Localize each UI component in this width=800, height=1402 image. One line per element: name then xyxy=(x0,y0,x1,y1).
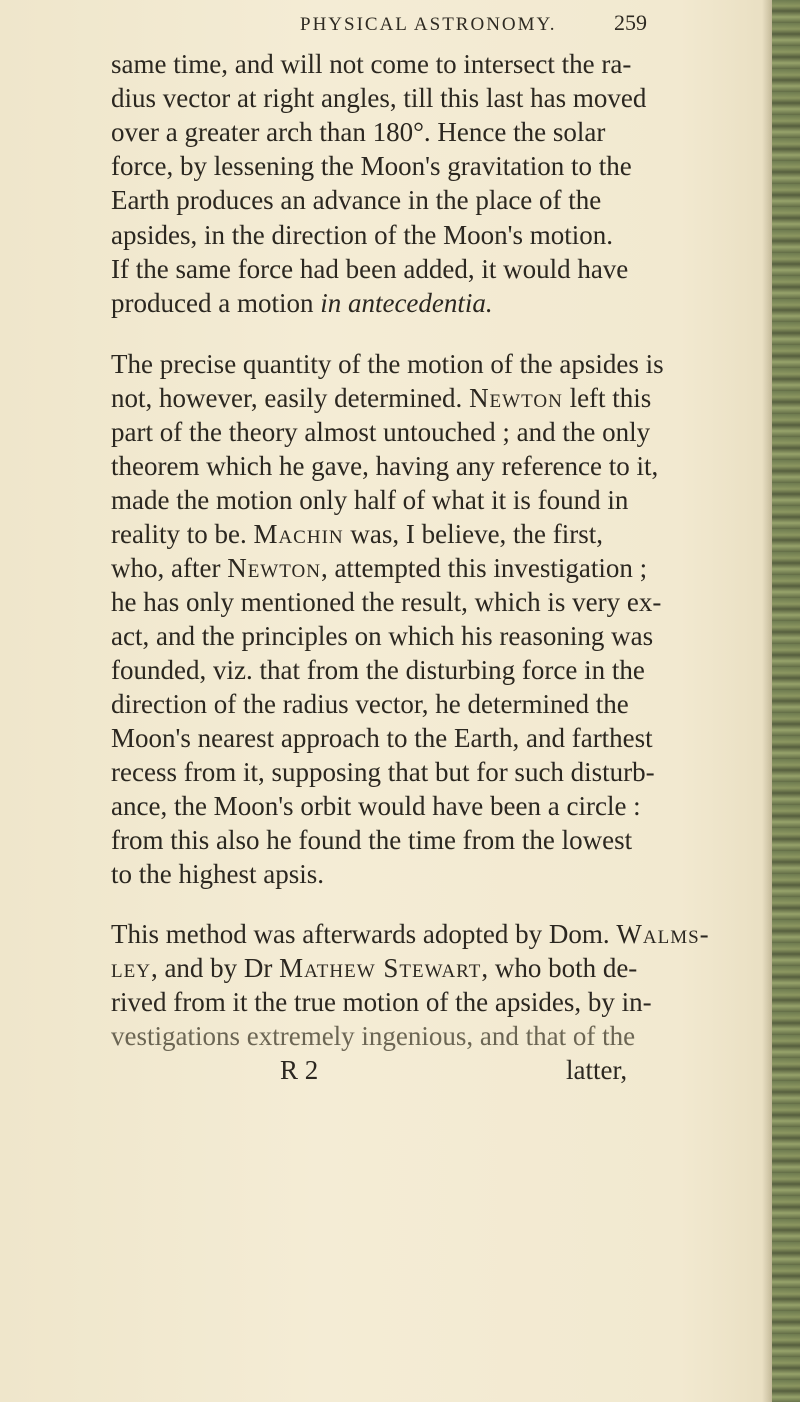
text-line: part of the theory almost untouched ; and the only xyxy=(111,417,651,447)
text-run: produced a motion xyxy=(111,288,321,318)
signature-mark: R 2 xyxy=(280,1055,319,1085)
text-line: rived from it the true motion of the apsides, by in- xyxy=(111,987,652,1017)
name-machin: Machin xyxy=(253,519,344,549)
text-line xyxy=(111,518,603,550)
text-line: theorem which he gave, having any reference to it, xyxy=(111,451,659,481)
text-run: was, I believe, the first, xyxy=(343,519,604,549)
text-run: , and by Dr xyxy=(150,953,280,983)
name-stewart: Mathew Stewart xyxy=(279,953,482,983)
text-line xyxy=(111,918,710,950)
text-run: , attempted this investigation ; xyxy=(320,553,648,583)
text-run: This method was afterwards adopted by Dom. xyxy=(111,919,617,949)
name-newton: Newton xyxy=(469,383,563,413)
book-binding-edge xyxy=(772,0,800,1402)
text-run: left this xyxy=(562,383,652,413)
text-line: from this also he found the time from the lowest xyxy=(111,825,633,855)
text-line: direction of the radius vector, he determined the xyxy=(111,689,629,719)
text-line: over a greater arch than 180°. Hence the solar xyxy=(111,117,606,147)
text-line: The precise quantity of the motion of the apsides is xyxy=(111,349,664,379)
name-newton: Newton xyxy=(227,553,321,583)
text-line: founded, viz. that from the disturbing force in the xyxy=(111,655,645,685)
text-line: recess from it, supposing that but for such disturb- xyxy=(111,757,655,787)
running-head-title: PHYSICAL ASTRONOMY. xyxy=(300,14,557,35)
text-line: ance, the Moon's orbit would have been a circle : xyxy=(111,791,641,821)
text-line: Earth produces an advance in the place of the xyxy=(111,185,602,215)
text-line: to the highest apsis. xyxy=(111,859,324,889)
text-line: vestigations extremely ingenious, and that of the xyxy=(111,1021,636,1051)
text-line: made the motion only half of what it is found in xyxy=(111,485,629,515)
text-line xyxy=(111,952,637,984)
text-run: reality to be. xyxy=(111,519,247,549)
text-line: act, and the principles on which his reasoning was xyxy=(111,621,654,651)
text-line xyxy=(111,552,647,584)
text-line: force, by lessening the Moon's gravitation to the xyxy=(111,151,632,181)
name-walmsley: Walms- xyxy=(616,919,710,949)
text-run: , who both de- xyxy=(481,953,638,983)
catchword: latter, xyxy=(566,1055,628,1085)
italic-phrase: in antecedentia. xyxy=(320,288,493,318)
text-line: apsides, in the direction of the Moon's motion. xyxy=(111,220,614,250)
text-run: who, after xyxy=(111,553,228,583)
text-line: same time, and will not come to intersect the ra- xyxy=(111,49,632,79)
text-line xyxy=(111,382,651,414)
name-walmsley: ley xyxy=(111,953,151,983)
text-line: If the same force had been added, it would have xyxy=(111,254,629,284)
text-line: dius vector at right angles, till this last has moved xyxy=(111,83,647,113)
text-line: he has only mentioned the result, which is very ex- xyxy=(111,587,662,617)
page-number: 259 xyxy=(614,10,647,35)
text-run: not, however, easily determined. xyxy=(111,383,463,413)
text-line xyxy=(111,287,493,319)
text-line: Moon's nearest approach to the Earth, and farthest xyxy=(111,723,653,753)
page-gutter-shadow xyxy=(762,0,772,1402)
